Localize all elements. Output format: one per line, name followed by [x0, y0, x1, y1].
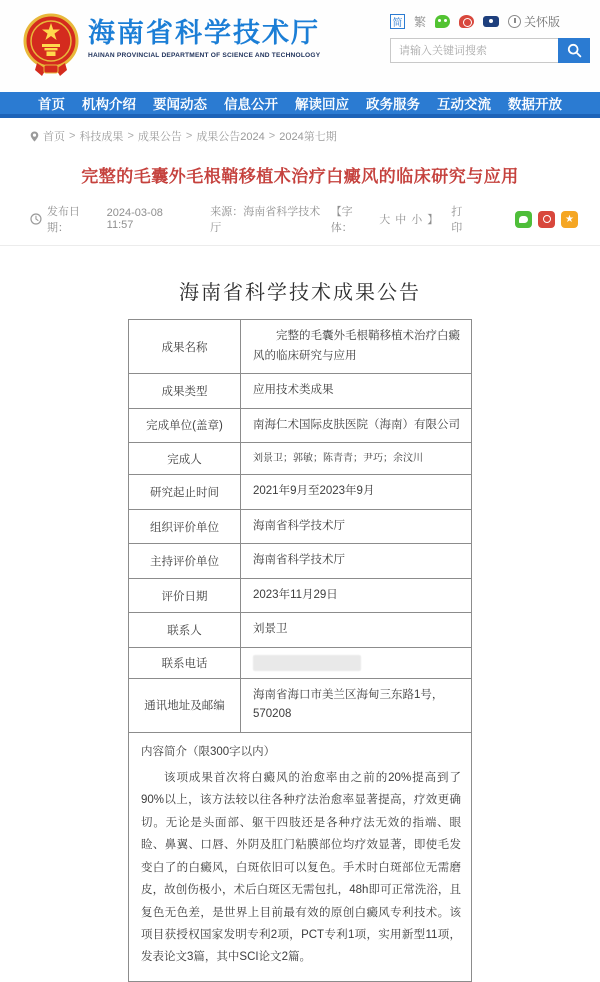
- wechat-icon[interactable]: [435, 15, 450, 28]
- publish-date-label: 发布日期：: [46, 206, 80, 234]
- row-value: 2023年11月29日: [241, 578, 472, 613]
- content-cell: [129, 733, 472, 982]
- table-row: [129, 613, 472, 648]
- row-value: 2021年9月至2023年9月: [241, 475, 472, 510]
- utility-bar: [390, 13, 560, 30]
- nav-item-open-data[interactable]: 数据开放: [508, 97, 562, 112]
- row-value: 海南省海口市美兰区海甸三东路1号，570208: [241, 678, 472, 732]
- row-label: 完成单位(盖章): [129, 408, 241, 443]
- search-icon: [567, 43, 582, 58]
- site-logo[interactable]: [22, 13, 320, 77]
- lang-traditional-button[interactable]: 繁: [414, 15, 427, 29]
- row-label: 评价日期: [129, 578, 241, 613]
- table-row: [129, 544, 472, 579]
- publish-date-value: 2024-03-08 11:57: [106, 207, 163, 231]
- breadcrumb-separator: >: [69, 130, 76, 142]
- nav-item-about[interactable]: 机构介绍: [82, 97, 136, 112]
- nav-item-interpretation[interactable]: 解读回应: [295, 97, 349, 112]
- share-wechat-icon[interactable]: [515, 211, 532, 228]
- row-value: 完整的毛囊外毛根鞘移植术治疗白癜风的临床研究与应用: [241, 320, 472, 374]
- row-label: 通讯地址及邮编: [129, 678, 241, 732]
- breadcrumb-separator: >: [185, 130, 193, 142]
- care-version-label: 关怀版: [524, 15, 561, 29]
- mobile-app-icon[interactable]: [483, 16, 499, 27]
- share-weibo-icon[interactable]: [538, 211, 555, 228]
- row-label: 主持评价单位: [129, 544, 241, 579]
- site-header: [0, 0, 600, 92]
- table-row: [129, 408, 472, 443]
- source-value: 海南省科学技术厅: [210, 206, 321, 234]
- font-size-small-button[interactable]: 小: [411, 214, 423, 226]
- article-source: [210, 203, 330, 235]
- breadcrumb: [0, 118, 600, 152]
- font-size-large-button[interactable]: 大: [379, 214, 391, 226]
- row-label: 研究起止时间: [129, 475, 241, 510]
- table-row: [129, 647, 472, 678]
- nav-item-interaction[interactable]: 互动交流: [437, 97, 491, 112]
- lang-simplified-button[interactable]: 简: [390, 14, 405, 29]
- breadcrumb-achievements[interactable]: 科技成果: [79, 131, 124, 143]
- content-intro-text: 该项成果首次将白癜风的治愈率由之前的20%提高到了90%以上，该方法较以往各种疗法治愈率显著提高，疗效更确切。无论是头面部、躯干四肢还是各种疗法无效的指端、眼睑、鼻翼、口唇、外阴及肛门粘膜部位均疗效显著，即使毛发变白了的白癜风，白斑依旧可以复色。手术时白斑部位无需磨皮，故创伤极小，术后白斑区无需包扎，48h即可正常洗浴，且复色无色差，是世界上目前最有效的原创白癜风专利技术。该项目获授权国家发明专利2项，PCT专利1项，实用新型11项，发表论文3篇，其中SCI论文2篇。: [141, 772, 461, 964]
- table-row: [129, 578, 472, 613]
- care-version-icon: [508, 15, 521, 28]
- row-label: 成果类型: [129, 374, 241, 409]
- site-name-en: HAINAN PROVINCIAL DEPARTMENT OF SCIENCE AND TECHNOLOGY: [88, 51, 321, 59]
- breadcrumb-separator: >: [127, 130, 134, 142]
- row-value: 海南省科学技术厅: [241, 544, 472, 579]
- document-title: 海南省科学技术成果公告: [179, 282, 421, 304]
- redacted-phone: [253, 655, 361, 671]
- main-nav: [0, 92, 600, 118]
- breadcrumb-separator: >: [268, 130, 276, 142]
- table-row: [129, 475, 472, 510]
- row-label: 联系人: [129, 613, 241, 648]
- clock-icon: [30, 213, 42, 225]
- row-value: 南海仁术国际皮肤医院（海南）有限公司: [241, 408, 472, 443]
- table-row-content: [129, 733, 472, 982]
- table-row: [129, 443, 472, 475]
- row-label: 组织评价单位: [129, 509, 241, 544]
- row-value: 刘景卫: [241, 613, 472, 648]
- content-intro-label: 内容简介（限300字以内）: [141, 746, 276, 759]
- source-label: 来源：: [210, 206, 244, 218]
- row-value: 应用技术类成果: [241, 374, 472, 409]
- print-button[interactable]: 打印: [451, 206, 463, 234]
- row-value: 刘景卫；郭敏；陈青青；尹巧；余汶川: [241, 443, 472, 475]
- table-row: [129, 320, 472, 374]
- font-size-controls: [331, 203, 473, 235]
- breadcrumb-home[interactable]: 首页: [43, 131, 65, 143]
- font-label-close: 】: [427, 214, 439, 226]
- search-button[interactable]: [558, 38, 590, 63]
- site-name: 海南省科学技术厅: [88, 18, 320, 48]
- nav-item-home[interactable]: 首页: [38, 97, 65, 112]
- table-row: [129, 678, 472, 732]
- weibo-icon[interactable]: [459, 15, 474, 28]
- breadcrumb-current-issue[interactable]: 2024第七期: [279, 131, 337, 143]
- search-input[interactable]: [390, 38, 558, 63]
- national-emblem-icon: [22, 13, 80, 77]
- row-value: 海南省科学技术厅: [241, 509, 472, 544]
- search-bar: [390, 38, 590, 63]
- nav-item-services[interactable]: 政务服务: [366, 97, 420, 112]
- font-label-open: 【字体：: [330, 206, 353, 234]
- announcement-document: [0, 246, 600, 982]
- nav-item-news[interactable]: 要闻动态: [153, 97, 207, 112]
- font-size-medium-button[interactable]: 中: [395, 214, 407, 226]
- table-row: [129, 374, 472, 409]
- breadcrumb-announcements-2024[interactable]: 成果公告2024: [196, 131, 265, 143]
- row-label: 成果名称: [129, 320, 241, 374]
- care-version-link[interactable]: [508, 13, 560, 30]
- page-title: 完整的毛囊外毛根鞘移植术治疗白癜风的临床研究与应用: [81, 167, 519, 186]
- row-label: 完成人: [129, 443, 241, 475]
- share-icons: [515, 211, 578, 228]
- location-pin-icon: [30, 131, 39, 142]
- row-label: 联系电话: [129, 647, 241, 678]
- share-favorite-icon[interactable]: ★: [561, 211, 578, 228]
- article-meta: [0, 187, 600, 246]
- achievement-table: [128, 319, 472, 982]
- table-row: [129, 509, 472, 544]
- row-value-redacted: [241, 647, 472, 678]
- breadcrumb-announcements[interactable]: 成果公告: [137, 131, 182, 143]
- publish-date: [30, 203, 192, 235]
- nav-item-info-disclosure[interactable]: 信息公开: [224, 97, 278, 112]
